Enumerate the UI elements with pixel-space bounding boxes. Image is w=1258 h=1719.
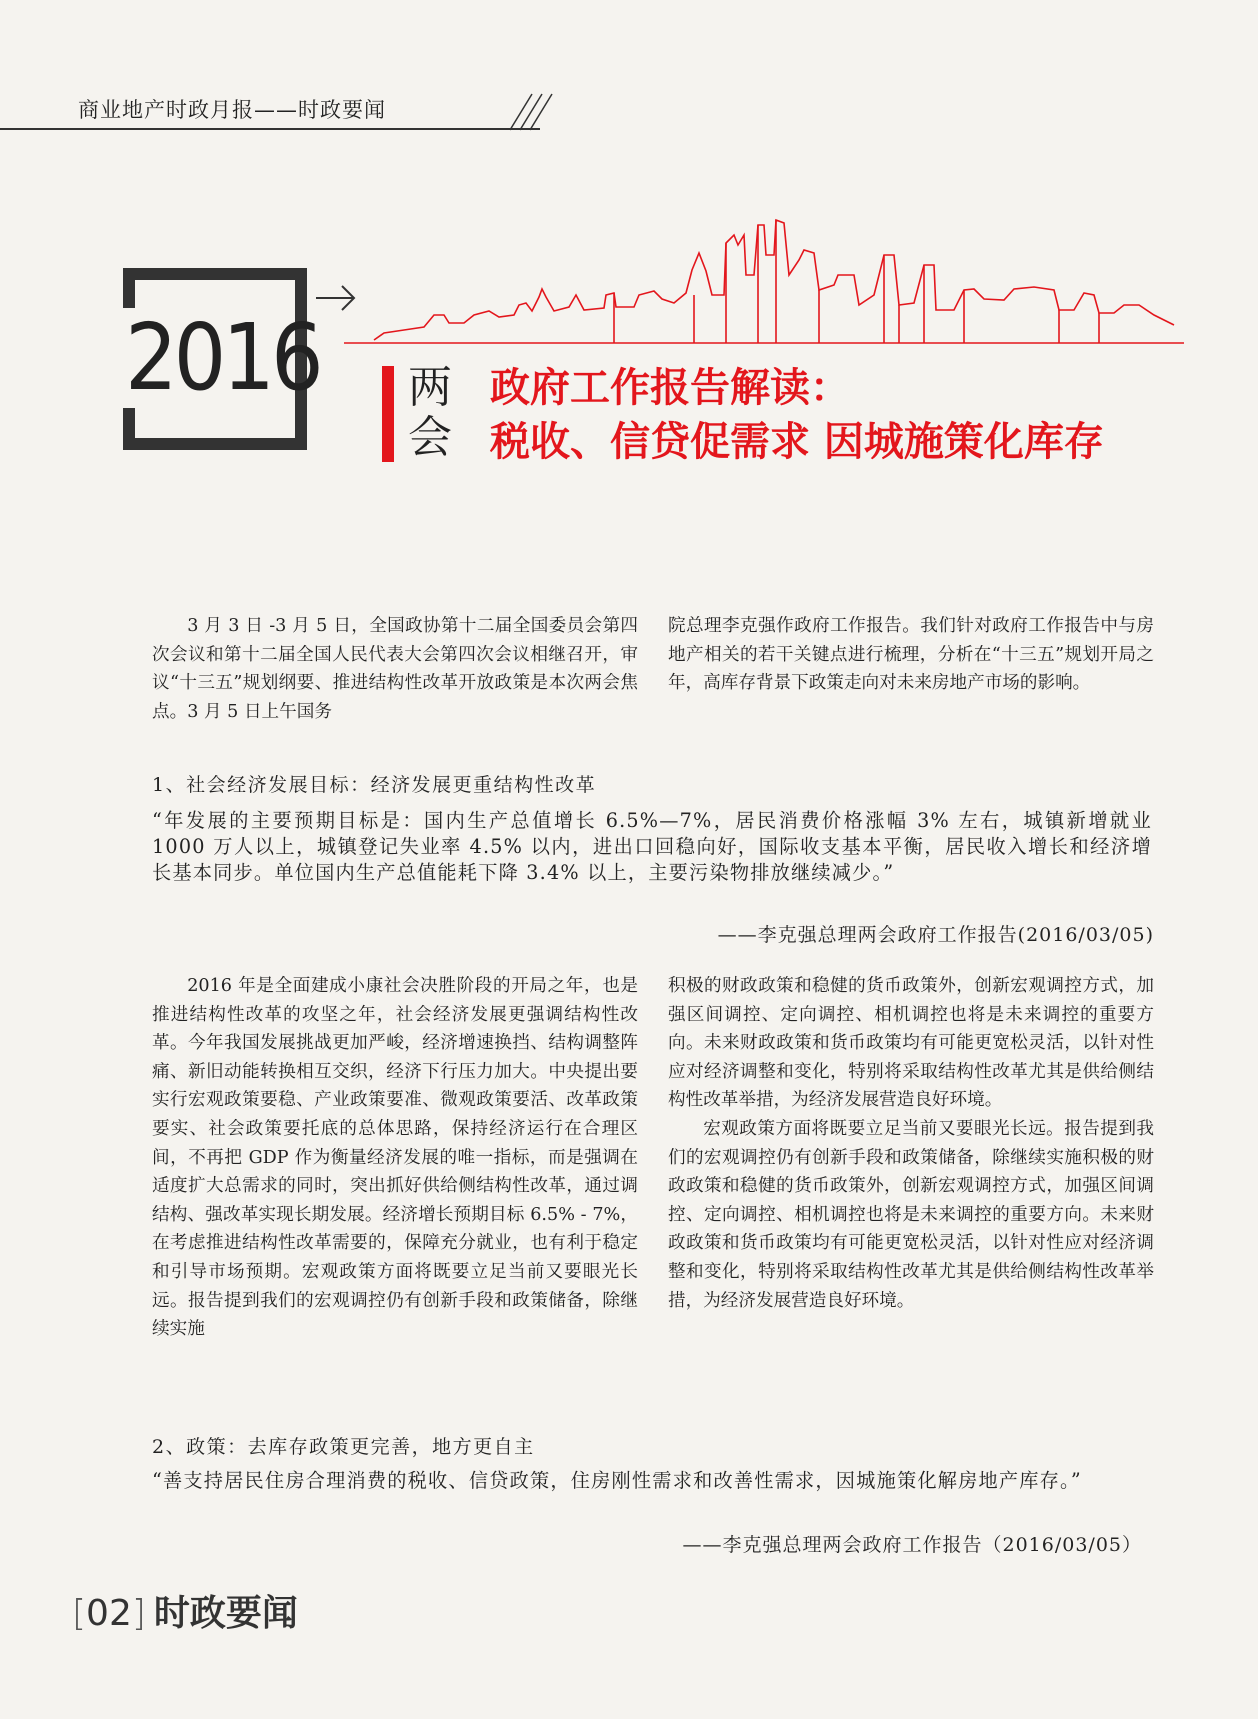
intro-column-left <box>152 612 638 726</box>
title-accent-bar <box>382 366 394 462</box>
page-number-open-bracket: [ <box>72 1593 87 1634</box>
section1-column-left <box>152 972 638 1344</box>
headline-line2: 税收、信贷促需求 因城施策化库存 <box>490 419 1104 465</box>
headline-line1: 政府工作报告解读： <box>490 365 850 411</box>
header-title: 商业地产时政月报——时政要闻 <box>78 98 386 122</box>
slash-decoration-icon <box>500 90 560 132</box>
section2-attribution: ——李克强总理两会政府工作报告（2016/03/05） <box>682 1534 1142 1556</box>
section2-quote: “善支持居民住房合理消费的税收、信贷政策，住房刚性需求和改善性需求，因城施策化解房地产库存。” <box>152 1469 1082 1492</box>
intro-column-right <box>668 612 1154 698</box>
intro-paragraph-left: 3 月 3 日 -3 月 5 日，全国政协第十二届全国委员会第四次会议和第十二届全国人民代表大会第四次会议相继召开，审议“十三五”规划纲要、推进结构性改革开放政策是本次两会焦点。3 月 5 日上午国务 <box>152 616 638 722</box>
header-rule <box>0 128 540 130</box>
page-header <box>0 90 560 130</box>
section2-heading: 2、政策：去库存政策更完善，地方更自主 <box>152 1436 535 1458</box>
page-number: 02 <box>86 1593 132 1634</box>
title-label-top: 两 <box>408 362 452 413</box>
section1-column-right <box>668 972 1154 1315</box>
section1-paragraph-left: 2016 年是全面建成小康社会决胜阶段的开局之年，也是推进结构性改革的攻坚之年，社会经济发展更强调结构性改革。今年我国发展挑战更加严峻，经济增速换挡、结构调整阵痛、新旧动能转换相互交织，经济下行压力加大。中央提出要实行宏观政策要稳、产业政策要准、微观政策要活、改革政策要实、社会政策要托底的总体思路，保持经济运行在合理区间，不再把 GDP 作为衡量经济发展的唯一指标，而是强调在适度扩大总需求的同时，突出抓好供给侧结构性改革，通过调结构、强改革实现长期发展。经济增长预期目标 6.5% - 7%，在考虑推进结构性改革需要的，保障充分就业，也有利于稳定和引导市场预期。宏观政策方面将既要立足当前又要眼光长远。报告提到我们的宏观调控仍有创新手段和政策储备，除继续实施 <box>152 976 638 1340</box>
city-skyline-icon <box>314 215 1184 365</box>
section1-quote: “年发展的主要预期目标是：国内生产总值增长 6.5%—7%，居民消费价格涨幅 3% 左右，城镇新增就业 1000 万人以上，城镇登记失业率 4.5% 以内，进出口回稳向好，国际收支基本平衡，居民收入增长和经济增长基本同步。单位国内生产总值能耗下降 3.4% 以上，主要污染物排放继续减少。” <box>152 809 1152 884</box>
footer-section-label: 时政要闻 <box>153 1593 298 1634</box>
intro-paragraph-right: 院总理李克强作政府工作报告。我们针对政府工作报告中与房地产相关的若干关键点进行梳理，分析在“十三五”规划开局之年，高库存背景下政策走向对未来房地产市场的影响。 <box>668 616 1154 694</box>
page-footer <box>72 1585 298 1636</box>
section1-paragraph-right-b: 宏观政策方面将既要立足当前又要眼光长远。报告提到我们的宏观调控仍有创新手段和政策储备，除继续实施积极的财政政策和稳健的货币政策外，创新宏观调控方式，加强区间调控、定向调控、相机调控也将是未来调控的重要方向。未来财政政策和货币政策均有可能更宽松灵活，以针对性应对经济调整和变化，特别将采取结构性改革尤其是供给侧结构性改革举措，为经济发展营造良好环境。 <box>668 1118 1154 1311</box>
page-number-close-bracket: ] <box>131 1593 146 1634</box>
title-label-bottom: 会 <box>408 412 452 463</box>
section1-heading: 1、社会经济发展目标：经济发展更重结构性改革 <box>152 774 597 796</box>
logo-year: 2016 <box>121 308 285 408</box>
section1-paragraph-right-a: 积极的财政政策和稳健的货币政策外，创新宏观调控方式，加强区间调控、定向调控、相机调控也将是未来调控的重要方向。未来财政政策和货币政策均有可能更宽松灵活，以针对性应对经济调整和变化，特别将采取结构性改革尤其是供给侧结构性改革举措，为经济发展营造良好环境。 <box>668 976 1154 1111</box>
section1-attribution: ——李克强总理两会政府工作报告(2016/03/05) <box>717 924 1154 946</box>
